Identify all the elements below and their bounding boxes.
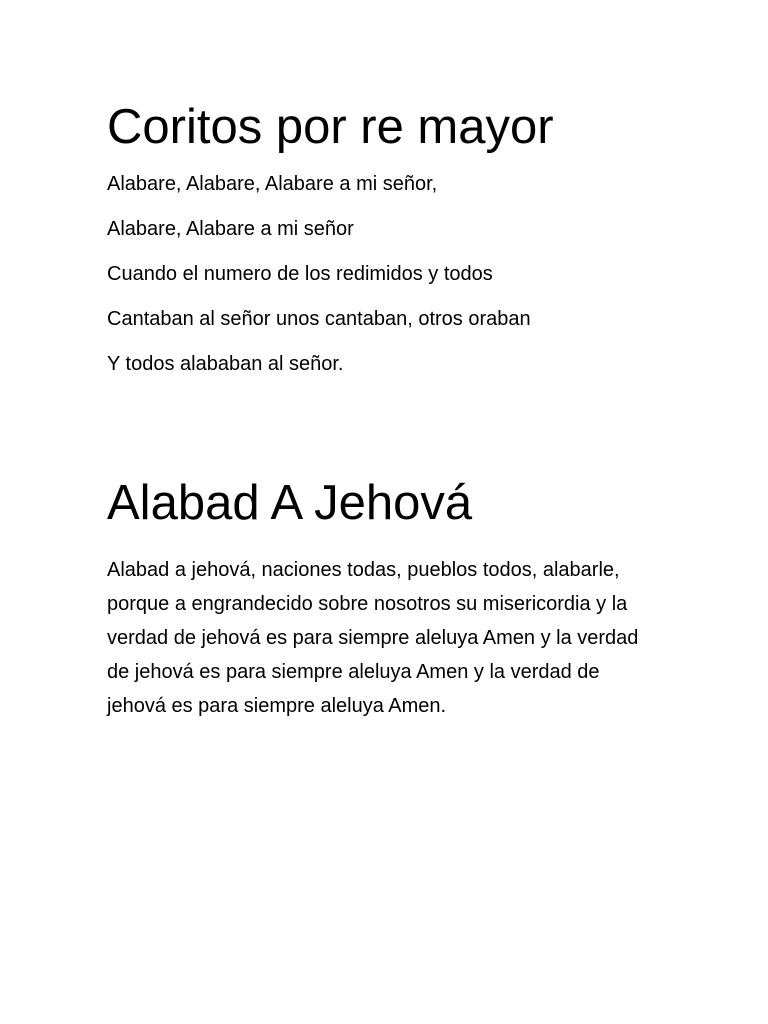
song-coritos-por-re-mayor: [107, 98, 727, 378]
lyric-line: Cuando el numero de los redimidos y todos: [107, 262, 493, 285]
lyric-line: Y todos alababan al señor.: [107, 352, 344, 375]
song-lyrics: [107, 171, 727, 378]
lyric-line: Alabare, Alabare, Alabare a mi señor,: [107, 172, 438, 195]
lyric-line: Alabare, Alabare a mi señor: [107, 217, 354, 240]
lyric-line: Cantaban al señor unos cantaban, otros oraban: [107, 307, 531, 330]
song-lyrics-paragraph: Alabad a jehová, naciones todas, pueblos todos, alabarle, porque a engrandecido sobre nosotros su misericordia y la verdad de jehová es para siempre aleluya Amen y la verdad de jehová es para siempre aleluya Amen y la verdad de jehová es para siempre aleluya Amen.: [107, 558, 639, 717]
song-title: Coritos por re mayor: [107, 100, 554, 154]
song-alabad-a-jehova: [107, 474, 727, 723]
document-content: [107, 98, 727, 723]
song-title: Alabad A Jehová: [107, 475, 473, 530]
